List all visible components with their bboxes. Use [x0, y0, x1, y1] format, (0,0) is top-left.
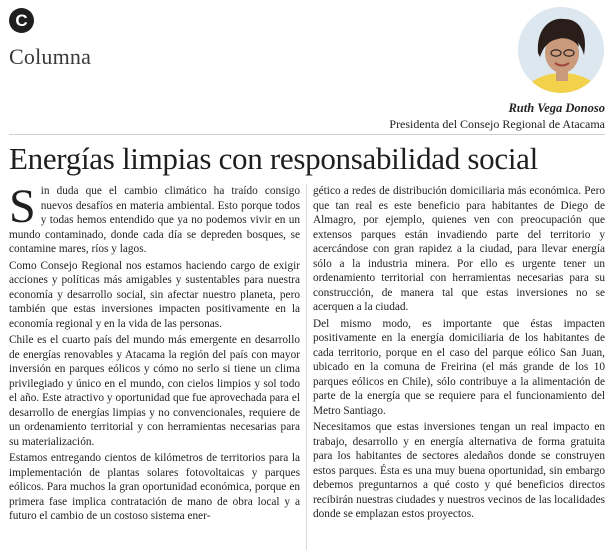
- section-badge: C: [9, 8, 34, 33]
- article-column-right: [313, 184, 605, 524]
- author-photo: [518, 7, 604, 93]
- paragraph: Del mismo modo, es importante que éstas impacten positivamente en la energía domiciliaria de los habitantes de cada territorio, porque en el caso del parque eólico San Juan, ubicado en la comuna de Freirina (el más grande de los 10 parques eólicos en Chile), sólo contribuye a la alimentación de parte de la energía que se requiere para el funcionamiento del Metro Santiago.: [313, 317, 605, 417]
- author-photo-image: [518, 7, 604, 93]
- header-divider: [9, 134, 605, 135]
- author-name: Ruth Vega Donoso: [508, 101, 605, 115]
- section-label: Columna: [9, 44, 92, 69]
- paragraph: Estamos entregando cientos de kilómetros de territorios para la implementación de plantas solares fotovoltaicas y parques eólicos. Para muchos la gran oportunidad económica, porque en primera fase implica contratación de mano de obra local y a futuro el cambio de un costoso sistema ener-: [9, 452, 300, 522]
- article-column-left: [9, 180, 300, 526]
- paragraph-text: in duda que el cambio climático ha traído consigo nuevos desafíos en materia ambiental. Esto porque todos y todas hemos entendido que ya no podemos vivir en un mundo contaminado, donde cada día se depreden bosques, se contamine mares, ríos y lagos.: [9, 185, 300, 255]
- paragraph: gético a redes de distribución domiciliaria más económica. Pero que tan real es este beneficio para habitantes de Diego de Almagro, por ejemplo, quienes ven con preocupación que extensos parques están invadiendo parte del territorio y acercándose con gran rapidez a la ciudad, para llevar energía sólo a la industria minera. Por ello es urgente tener un ordenamiento territorial con herramientas necesarias para su construcción, de manera tal que estas inversiones no se acerquen a la ciudad.: [313, 185, 605, 313]
- paragraph: Necesitamos que estas inversiones tengan un real impacto en trabajo, desarrollo y en energía alternativa de forma gratuita para los habitantes de sectores aledaños donde se construyen estos parques. Ésta es una muy buena oportunidad, sin embargo debemos preguntarnos a qué costo y qué beneficios directos recibirán nuestras ciudades y nuestros vecinos de las localidades donde se emplazan estos proyectos.: [313, 421, 605, 520]
- article-title: Energías limpias con responsabilidad social: [9, 141, 538, 176]
- column-divider: [306, 184, 307, 550]
- author-role: Presidenta del Consejo Regional de Atacama: [389, 117, 605, 131]
- drop-cap: S: [9, 180, 36, 233]
- paragraph: [9, 180, 300, 257]
- paragraph: Como Consejo Regional nos estamos haciendo cargo de exigir acciones y políticas más amigables y sustentables para nuestra economía y desarrollo social, sin afectar nuestro planeta, pero también que estas inversiones impacten positivamente en la economía regional y en la vida de las personas.: [9, 259, 300, 330]
- paragraph: Chile es el cuarto país del mundo más emergente en desarrollo de energías renovables y Atacama la región del país con mayor inversión en parques eólicos y cómo no serlo si tiene un clima privilegiado y único en el mundo, con cielos limpios y sol todo el año. Este atractivo y oportunidad que fue aprovechada para el desarrollo de energías limpias y no convencionales, requiere de un ordenamiento territorial y con herramientas necesarias para su materialización.: [9, 334, 300, 448]
